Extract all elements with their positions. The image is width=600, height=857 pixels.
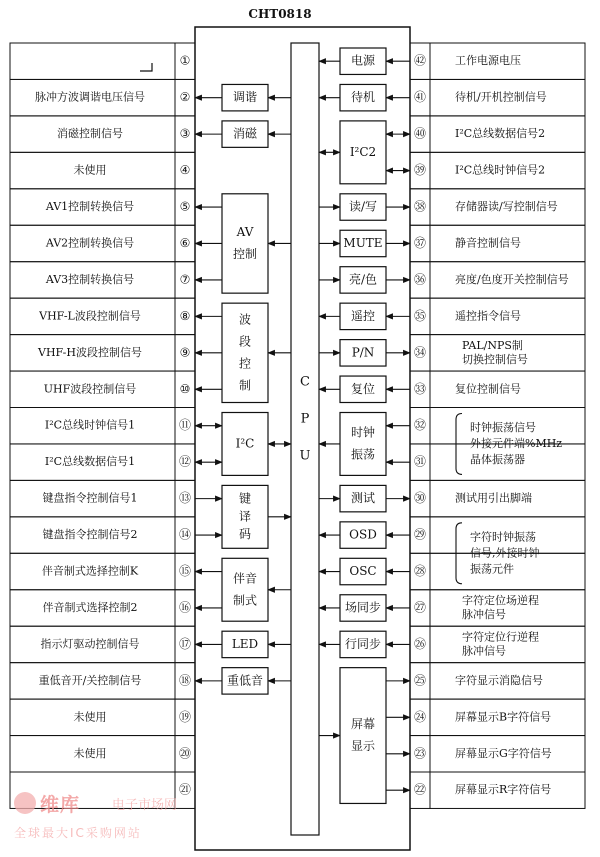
right-block-label: OSD: [349, 527, 377, 542]
right-pin-label: 屏幕显示R字符信号: [455, 783, 552, 797]
left-pin-number: ㉑: [178, 782, 192, 797]
left-pin-number: ⑦: [179, 272, 191, 287]
left-pin-label: 伴音制式选择控制2: [42, 600, 138, 614]
right-pin-number: ㉛: [413, 454, 427, 469]
left-pin-label: I²C总线数据信号1: [44, 455, 136, 469]
watermark-name: 维库: [40, 794, 81, 816]
left-pin-rows: [10, 43, 195, 808]
left-pin-number: ⑨: [179, 345, 191, 360]
right-pin-label: 屏幕显示G字符信号: [455, 746, 552, 760]
left-pin-number: ⑭: [178, 527, 192, 542]
left-pin-number: ⑧: [179, 308, 191, 323]
right-pin-number: ㊳: [413, 199, 427, 214]
pin1-symbol: [140, 63, 152, 71]
right-pin-label: 待机/开机控制信号: [455, 90, 547, 104]
right-pin-number: ㉘: [413, 564, 427, 579]
left-block-label: LED: [231, 636, 259, 651]
left-block-label: 控: [238, 356, 252, 371]
right-pin-label: 测试用引出脚端: [455, 491, 532, 505]
left-function-blocks: [222, 84, 268, 694]
watermark-site: 电子市场网: [112, 798, 178, 813]
left-pin-label: VHF-L波段控制信号: [39, 309, 141, 323]
right-pin-number: ㉟: [413, 308, 427, 323]
left-pin-number: ①: [179, 53, 191, 68]
left-pin-number: ⑲: [178, 709, 192, 724]
right-block-label: 显示: [350, 739, 376, 754]
right-pin-label: I²C总线时钟信号2: [455, 163, 546, 177]
left-pin-label: AV3控制转换信号: [45, 272, 135, 286]
left-pin-number: ⑱: [178, 673, 192, 688]
left-pin-number: ⑳: [178, 746, 192, 761]
left-pin-label: 键盘指令控制信号2: [42, 528, 138, 542]
right-block-label: 屏幕: [350, 717, 376, 732]
right-function-blocks: [340, 48, 386, 803]
left-pin-label: 指示灯驱动控制信号: [40, 637, 140, 651]
watermark-subtitle: 全球最大IC采购网站: [14, 826, 142, 840]
left-pin-number: ⑪: [178, 418, 192, 433]
right-block-label: 遥控: [350, 308, 376, 323]
right-pin-number: ㉖: [413, 636, 427, 651]
left-pin-number: ⑥: [179, 235, 191, 250]
left-block-label: 控制: [232, 246, 258, 261]
left-pin-row: [10, 772, 175, 808]
left-block-label: 码: [238, 526, 252, 541]
left-pin-number: ⑤: [179, 199, 191, 214]
right-block-label: 待机: [350, 90, 376, 105]
right-block-label: P/N: [351, 345, 375, 360]
left-pin-label: 脉冲方波调谐电压信号: [35, 90, 145, 104]
cpu-letter: C: [300, 374, 310, 390]
cpu-letter: U: [299, 448, 311, 464]
left-pin-row: [10, 43, 175, 79]
right-pin-label: 工作电源电压: [455, 54, 521, 68]
left-pin-label: 未使用: [73, 163, 107, 177]
left-pin-label: 伴音制式选择控制K: [41, 564, 139, 578]
left-pin-label: 消磁控制信号: [57, 127, 123, 141]
right-pin-number: ㊶: [413, 90, 427, 105]
cpu-label: [300, 375, 311, 464]
left-pin-number: ⑩: [179, 381, 191, 396]
right-pin-label: I²C总线数据信号2: [455, 127, 546, 141]
left-block-label: 段: [238, 334, 252, 349]
left-pin-label: 重低音开/关控制信号: [38, 673, 142, 687]
right-block-label: 测试: [350, 491, 376, 506]
left-block-label: 伴音: [232, 571, 258, 586]
bracket-note-text: 字符时钟振荡信号,外接时钟振荡元件: [470, 530, 540, 576]
left-pin-label: 键盘指令控制信号1: [42, 491, 138, 505]
left-pin-number: ⑰: [178, 636, 192, 651]
right-pin-label: 字符定位场逆程脉冲信号: [462, 593, 539, 621]
left-pin-label: VHF-H波段控制信号: [38, 345, 142, 359]
right-pin-number: ㊱: [413, 272, 427, 287]
bracket-note-text: 时钟振荡信号外接元件端%MHz 晶体振荡器: [470, 420, 563, 466]
left-block-label: I²C: [235, 436, 255, 451]
right-block-label: I²C2: [349, 144, 377, 159]
right-pin-number: ㉙: [413, 527, 427, 542]
right-block-display: [340, 668, 386, 804]
left-block-label: 消磁: [232, 126, 258, 141]
right-pin-number: ㉞: [413, 345, 427, 360]
left-pin-number: ④: [179, 163, 191, 178]
left-pin-label: 未使用: [73, 710, 107, 724]
left-pin-label: AV1控制转换信号: [45, 200, 135, 214]
left-block-label: 译: [238, 509, 252, 524]
left-pin-number: ⑮: [178, 564, 192, 579]
right-pin-label: 字符定位行逆程脉冲信号: [462, 630, 539, 658]
left-block-sound: [222, 558, 268, 621]
left-pin-label: UHF波段控制信号: [43, 382, 137, 396]
left-pin-label: 未使用: [73, 746, 107, 760]
right-pin-label: 复位控制信号: [455, 382, 521, 396]
right-pin-number: ㉜: [413, 418, 427, 433]
cpu-bus: [291, 43, 319, 835]
right-block-label: MUTE: [343, 235, 383, 250]
right-pin-label: 亮度/色度开关控制信号: [455, 272, 569, 286]
left-pin-number: ⑯: [178, 600, 192, 615]
right-pin-number: ㊲: [413, 235, 427, 250]
right-pin-label: 静音控制信号: [455, 236, 521, 250]
left-pin-number: ③: [179, 126, 191, 141]
right-pin-number: ㊴: [413, 163, 427, 178]
right-block-label: 行同步: [344, 636, 382, 651]
right-block-label: 时钟: [350, 425, 376, 440]
left-pin-number: ⑫: [178, 454, 192, 469]
left-block-label: 波: [238, 312, 252, 327]
right-block-label: 电源: [350, 53, 376, 68]
left-block-label: 键: [238, 491, 252, 506]
chip-model: CHT0818: [248, 7, 312, 21]
left-block-label: AV: [236, 224, 254, 239]
left-pin-label: AV2控制转换信号: [45, 236, 135, 250]
right-pin-number: ㊵: [413, 126, 427, 141]
right-block-label: 场同步: [344, 600, 382, 615]
right-pin-label: PAL/NPS制切换控制信号: [462, 338, 528, 366]
left-block-label: 重低音: [226, 673, 264, 688]
right-pin-number: ㉒: [413, 782, 427, 797]
right-block-label: 振荡: [350, 447, 376, 462]
right-pin-number: ㉓: [413, 746, 427, 761]
right-block-label: 复位: [350, 381, 376, 396]
right-pin-number: ㉚: [413, 491, 427, 506]
right-pin-label: 遥控指令信号: [455, 309, 521, 323]
left-block-label: 调谐: [232, 90, 258, 105]
right-pin-label: 字符显示消隐信号: [455, 673, 543, 687]
right-block-label: OSC: [349, 564, 377, 579]
left-pin-label: I²C总线时钟信号1: [44, 418, 136, 432]
right-pin-number: ㉗: [413, 600, 427, 615]
left-pin-number: ⑬: [178, 491, 192, 506]
right-pin-number: ㉔: [413, 709, 427, 724]
cpu-letter: P: [300, 411, 310, 427]
right-pin-number: ㉝: [413, 381, 427, 396]
left-block-label: 制式: [232, 593, 258, 608]
right-pin-number: ㊷: [413, 53, 427, 68]
right-block-clock: [340, 413, 386, 476]
right-pin-number: ㉕: [413, 673, 427, 688]
right-block-label: 读/写: [348, 199, 378, 214]
right-block-label: 亮/色: [348, 272, 378, 287]
left-block-label: 制: [238, 378, 252, 393]
left-pin-number: ②: [179, 90, 191, 105]
right-pin-label: 屏幕显示B字符信号: [455, 710, 552, 724]
right-pin-label: 存储器读/写控制信号: [455, 200, 558, 214]
left-block-av: [222, 194, 268, 293]
